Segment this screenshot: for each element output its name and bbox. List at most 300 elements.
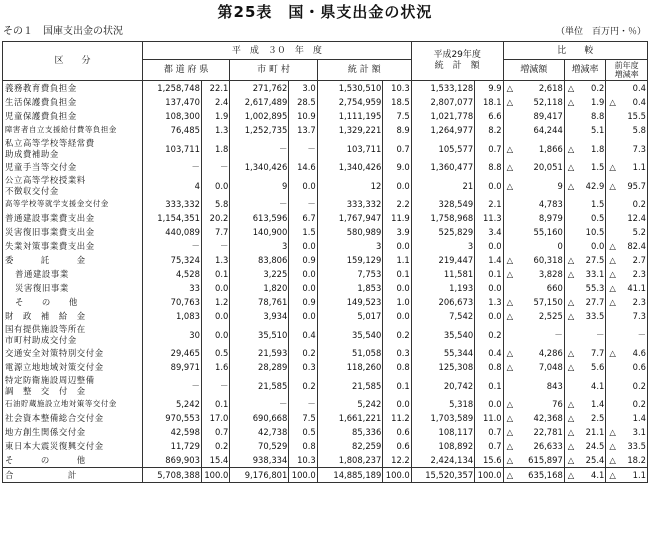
row-label: 財 政 補 給 金 [3,309,143,323]
cell-prev: 0.6 [617,360,648,374]
cell-tot-r: 2.2 [383,197,411,211]
cell-tot: 14,885,189 [317,468,383,483]
table-row [3,360,648,374]
cell-muni: 28,289 [230,360,289,374]
cell-tot-r: 0.0 [383,281,411,295]
cell-muni-r: 0.9 [289,253,317,267]
cell-diff: 8,979 [514,211,564,225]
cell-h29-r: 18.1 [475,95,503,109]
cell-pref: 1,083 [142,309,201,323]
cell-p-m: △ [606,425,617,439]
cell-prev: 0.4 [617,81,648,96]
row-label: 普通建設事業費支出金 [3,211,143,225]
cell-diff: 843 [514,374,564,397]
cell-p-m: △ [606,453,617,468]
cell-h29-r: 2.1 [475,197,503,211]
cell-p-m: △ [606,295,617,309]
cell-prev: 18.2 [617,453,648,468]
cell-muni-r: 0.4 [289,323,317,346]
cell-d-m: △ [503,411,514,425]
cell-muni: － [230,397,289,411]
cell-pref: 1,154,351 [142,211,201,225]
cell-r-m: △ [564,439,575,453]
cell-p-m: △ [606,239,617,253]
cell-pref: － [142,160,201,174]
cell-p-m [606,360,617,374]
cell-h29-r: 0.2 [475,323,503,346]
cell-muni: 35,510 [230,323,289,346]
cell-pref: 5,708,388 [142,468,201,483]
cell-pref-r: 17.0 [201,411,229,425]
cell-p-m: △ [606,267,617,281]
cell-tot: 333,332 [317,197,383,211]
row-label: 義務教育費負担金 [3,81,143,96]
cell-tot-r: 11.9 [383,211,411,225]
cell-tot-r: 0.3 [383,346,411,360]
row-label: そ の 他 [3,295,143,309]
row-label: 公立高等学校授業料 不徴収交付金 [3,174,143,197]
cell-diff: 76 [514,397,564,411]
cell-h29-r: 1.3 [475,295,503,309]
cell-prev: 1.1 [617,468,648,483]
cell-p-m [606,323,617,346]
cell-tot: 159,129 [317,253,383,267]
cell-pref-r: － [201,160,229,174]
cell-pref: 29,465 [142,346,201,360]
cell-pref: 70,763 [142,295,201,309]
cell-muni-r: 0.0 [289,267,317,281]
cell-tot-r: 3.9 [383,225,411,239]
header-prefecture: 都 道 府 県 [142,60,229,81]
cell-diff: 3,828 [514,267,564,281]
cell-prev: 0.4 [617,95,648,109]
cell-muni: 42,738 [230,425,289,439]
cell-pref-r: 100.0 [201,468,229,483]
cell-muni-r: 28.5 [289,95,317,109]
cell-pref-r: 0.0 [201,323,229,346]
cell-pref: 103,711 [142,137,201,160]
cell-muni: 9,176,801 [230,468,289,483]
cell-r-m: △ [564,360,575,374]
cell-prev: 1.1 [617,160,648,174]
cell-diff: 26,633 [514,439,564,453]
cell-rate: 25.4 [575,453,606,468]
cell-pref-r: 0.0 [201,309,229,323]
cell-d-m: △ [503,468,514,483]
row-label: 合 計 [3,468,143,483]
cell-diff: 64,244 [514,123,564,137]
table-row [3,253,648,267]
cell-tot: 1,853 [317,281,383,295]
cell-r-m [564,123,575,137]
cell-muni-r: 6.7 [289,211,317,225]
cell-rate: 1.5 [575,160,606,174]
cell-p-m [606,211,617,225]
cell-rate: 1.4 [575,397,606,411]
cell-tot: 149,523 [317,295,383,309]
cell-tot-r: 100.0 [383,468,411,483]
cell-muni-r: － [289,397,317,411]
cell-rate: 7.7 [575,346,606,360]
cell-tot-r: 0.1 [383,374,411,397]
cell-tot-r: 0.2 [383,323,411,346]
cell-d-m [503,225,514,239]
cell-muni-r: 14.6 [289,160,317,174]
cell-diff: 60,318 [514,253,564,267]
cell-r-m: △ [564,468,575,483]
cell-h29: 1,758,968 [411,211,474,225]
cell-d-m: △ [503,95,514,109]
table-subtitle: その１ 国庫支出金の状況 [3,26,123,37]
cell-r-m [564,323,575,346]
cell-diff: － [514,323,564,346]
cell-pref: 970,553 [142,411,201,425]
cell-prev: 7.3 [617,309,648,323]
table-body [3,81,648,483]
cell-h29: 1,264,977 [411,123,474,137]
cell-rate: 24.5 [575,439,606,453]
cell-tot-r: 0.1 [383,267,411,281]
cell-tot-r: 1.1 [383,253,411,267]
cell-muni: 271,762 [230,81,289,96]
cell-tot-r: 9.0 [383,160,411,174]
cell-tot-r: 0.6 [383,439,411,453]
cell-rate: 5.6 [575,360,606,374]
table-row [3,309,648,323]
cell-tot: 12 [317,174,383,197]
cell-tot-r: 10.3 [383,81,411,96]
header-comparison: 比 較 [503,42,647,60]
cell-h29-r: 0.1 [475,374,503,397]
cell-rate: 33.1 [575,267,606,281]
cell-d-m: △ [503,425,514,439]
cell-pref-r: 0.5 [201,346,229,360]
cell-tot-r: 12.2 [383,453,411,468]
cell-rate: 1.5 [575,197,606,211]
cell-h29: 35,540 [411,323,474,346]
cell-r-m: △ [564,453,575,468]
cell-pref: 1,258,748 [142,81,201,96]
cell-h29-r: 0.7 [475,425,503,439]
cell-muni-r: 0.9 [289,295,317,309]
cell-h29-r: 100.0 [475,468,503,483]
table-row [3,160,648,174]
cell-rate: 27.5 [575,253,606,267]
cell-tot-r: 0.0 [383,174,411,197]
cell-diff: 52,118 [514,95,564,109]
row-label: 電源立地地域対策交付金 [3,360,143,374]
cell-muni-r: 0.0 [289,239,317,253]
cell-muni: 3,225 [230,267,289,281]
cell-h29-r: 15.6 [475,453,503,468]
cell-rate: 1.9 [575,95,606,109]
cell-diff: 635,168 [514,468,564,483]
table-row [3,123,648,137]
cell-tot: 85,336 [317,425,383,439]
cell-h29: 105,577 [411,137,474,160]
table-row [3,439,648,453]
cell-r-m: △ [564,81,575,96]
cell-tot-r: 7.5 [383,109,411,123]
cell-h29: 525,829 [411,225,474,239]
cell-pref: 333,332 [142,197,201,211]
cell-tot-r: 0.7 [383,137,411,160]
cell-pref-r: 1.6 [201,360,229,374]
row-label: 災害復旧事業費支出金 [3,225,143,239]
header-prev-rate: 前年度 増減率 [606,60,648,81]
cell-pref: 4,528 [142,267,201,281]
cell-diff: 9 [514,174,564,197]
cell-prev: － [617,323,648,346]
table-row [3,137,648,160]
cell-r-m: △ [564,309,575,323]
header-h29: 平成29年度 統 計 額 [411,42,503,81]
cell-d-m [503,123,514,137]
row-label: 地方創生関係交付金 [3,425,143,439]
cell-pref-r: 1.2 [201,295,229,309]
cell-pref-r: － [201,239,229,253]
cell-tot: 118,260 [317,360,383,374]
cell-d-m: △ [503,160,514,174]
cell-h29: 21 [411,174,474,197]
cell-diff: 55,160 [514,225,564,239]
cell-muni: 3 [230,239,289,253]
table-row [3,374,648,397]
cell-r-m [564,239,575,253]
cell-prev: 3.1 [617,425,648,439]
cell-d-m [503,211,514,225]
cell-rate: 2.5 [575,411,606,425]
row-label: 特定防衛施設周辺整備 調 整 交 付 金 [3,374,143,397]
table-row [3,468,648,483]
cell-muni: 938,334 [230,453,289,468]
cell-h29: 7,542 [411,309,474,323]
cell-p-m [606,225,617,239]
cell-pref-r: 0.2 [201,439,229,453]
cell-r-m: △ [564,137,575,160]
cell-r-m [564,211,575,225]
cell-muni-r: 0.0 [289,174,317,197]
cell-pref-r: 0.0 [201,281,229,295]
cell-pref: 75,324 [142,253,201,267]
cell-p-m [606,123,617,137]
cell-d-m: △ [503,439,514,453]
cell-diff: 57,150 [514,295,564,309]
cell-pref-r: 1.9 [201,109,229,123]
cell-prev: 12.4 [617,211,648,225]
cell-prev: 33.5 [617,439,648,453]
cell-prev: 15.5 [617,109,648,123]
cell-muni: 3,934 [230,309,289,323]
cell-r-m: △ [564,346,575,360]
cell-tot: 2,754,959 [317,95,383,109]
cell-p-m: △ [606,439,617,453]
cell-h29: 20,742 [411,374,474,397]
cell-muni: 140,900 [230,225,289,239]
row-label: 国有提供施設等所在 市町村助成交付金 [3,323,143,346]
cell-h29: 3 [411,239,474,253]
cell-rate: 55.3 [575,281,606,295]
table-row [3,425,648,439]
cell-h29: 15,520,357 [411,468,474,483]
header-h30: 平 成 ３０ 年 度 [142,42,411,60]
cell-diff: 2,525 [514,309,564,323]
cell-tot: 580,989 [317,225,383,239]
cell-pref: － [142,239,201,253]
header-category: 区 分 [3,42,143,81]
cell-diff: 660 [514,281,564,295]
cell-tot: 1,661,221 [317,411,383,425]
cell-d-m: △ [503,346,514,360]
cell-muni-r: 7.5 [289,411,317,425]
cell-pref-r: 1.3 [201,123,229,137]
cell-rate: － [575,323,606,346]
cell-h29: 108,892 [411,439,474,453]
cell-rate: 4.1 [575,374,606,397]
cell-d-m [503,323,514,346]
cell-muni: 21,585 [230,374,289,397]
cell-prev: 0.2 [617,397,648,411]
cell-pref: 30 [142,323,201,346]
cell-h29-r: 0.7 [475,137,503,160]
cell-h29: 1,703,589 [411,411,474,425]
cell-h29-r: 3.4 [475,225,503,239]
cell-pref: 5,242 [142,397,201,411]
cell-muni: 2,617,489 [230,95,289,109]
row-label: 委 託 金 [3,253,143,267]
cell-r-m: △ [564,425,575,439]
cell-h29: 1,193 [411,281,474,295]
table-row [3,174,648,197]
row-label: 児童手当等交付金 [3,160,143,174]
cell-p-m [606,397,617,411]
cell-rate: 27.7 [575,295,606,309]
cell-tot-r: 0.0 [383,239,411,253]
cell-muni-r: 10.9 [289,109,317,123]
cell-pref-r: 1.8 [201,137,229,160]
cell-diff: 0 [514,239,564,253]
cell-muni: 690,668 [230,411,289,425]
cell-d-m: △ [503,81,514,96]
cell-tot-r: 18.5 [383,95,411,109]
table-row [3,346,648,360]
cell-tot-r: 0.0 [383,397,411,411]
cell-prev: 95.7 [617,174,648,197]
cell-pref: 440,089 [142,225,201,239]
cell-muni-r: 0.2 [289,374,317,397]
cell-h29-r: 11.3 [475,211,503,225]
cell-prev: 0.2 [617,374,648,397]
cell-h29-r: 0.0 [475,397,503,411]
unit-note: （単位 百万円・％） [555,27,646,37]
row-label: 私立高等学校等経常費 助成費補助金 [3,137,143,160]
row-label: 失業対策事業費支出金 [3,239,143,253]
cell-tot: 103,711 [317,137,383,160]
cell-tot: 1,340,426 [317,160,383,174]
table-row [3,281,648,295]
cell-p-m: △ [606,253,617,267]
cell-pref-r: 0.7 [201,425,229,439]
cell-tot: 51,058 [317,346,383,360]
cell-r-m: △ [564,95,575,109]
cell-h29: 108,117 [411,425,474,439]
cell-prev: 1.4 [617,411,648,425]
cell-rate: 4.1 [575,468,606,483]
row-label: 災害復旧事業 [3,281,143,295]
cell-d-m: △ [503,137,514,160]
cell-p-m: △ [606,468,617,483]
cell-pref: 42,598 [142,425,201,439]
row-label: 東日本大震災復興交付金 [3,439,143,453]
cell-rate: 5.1 [575,123,606,137]
row-label: そ の 他 [3,453,143,468]
header-change-amount: 増減額 [503,60,564,81]
cell-prev: 82.4 [617,239,648,253]
cell-muni: 9 [230,174,289,197]
cell-r-m: △ [564,267,575,281]
cell-prev: 2.3 [617,267,648,281]
cell-pref-r: 0.0 [201,174,229,197]
cell-pref: 137,470 [142,95,201,109]
cell-h29: 5,318 [411,397,474,411]
cell-r-m: △ [564,174,575,197]
cell-pref-r: 15.4 [201,453,229,468]
table-row [3,323,648,346]
cell-prev: 2.3 [617,295,648,309]
cell-tot: 7,753 [317,267,383,281]
cell-muni-r: 0.3 [289,360,317,374]
cell-h29-r: 0.0 [475,174,503,197]
cell-rate: 0.0 [575,239,606,253]
cell-h29: 125,308 [411,360,474,374]
table-row [3,225,648,239]
page-title: 第25表 国・県支出金の状況 [217,3,433,21]
cell-d-m: △ [503,295,514,309]
cell-muni: 70,529 [230,439,289,453]
cell-muni: 21,593 [230,346,289,360]
cell-d-m [503,239,514,253]
cell-muni-r: 3.0 [289,81,317,96]
cell-tot: 3 [317,239,383,253]
cell-p-m [606,109,617,123]
cell-d-m [503,109,514,123]
cell-r-m: △ [564,397,575,411]
cell-diff: 1,866 [514,137,564,160]
cell-tot: 35,540 [317,323,383,346]
cell-prev: 5.8 [617,123,648,137]
cell-muni: 1,340,426 [230,160,289,174]
cell-muni-r: － [289,197,317,211]
cell-h29-r: 0.7 [475,439,503,453]
cell-pref-r: 20.2 [201,211,229,225]
cell-h29-r: 0.8 [475,360,503,374]
cell-muni: － [230,137,289,160]
row-label: 交通安全対策特別交付金 [3,346,143,360]
cell-d-m: △ [503,360,514,374]
cell-tot: 1,111,195 [317,109,383,123]
cell-tot: 21,585 [317,374,383,397]
table-row [3,95,648,109]
cell-muni-r: 0.2 [289,346,317,360]
cell-rate: 1.8 [575,137,606,160]
cell-muni-r: 0.8 [289,439,317,453]
cell-muni: 613,596 [230,211,289,225]
cell-prev: 5.2 [617,225,648,239]
cell-tot-r: 0.8 [383,360,411,374]
cell-p-m: △ [606,346,617,360]
cell-d-m: △ [503,267,514,281]
cell-h29-r: 0.0 [475,239,503,253]
